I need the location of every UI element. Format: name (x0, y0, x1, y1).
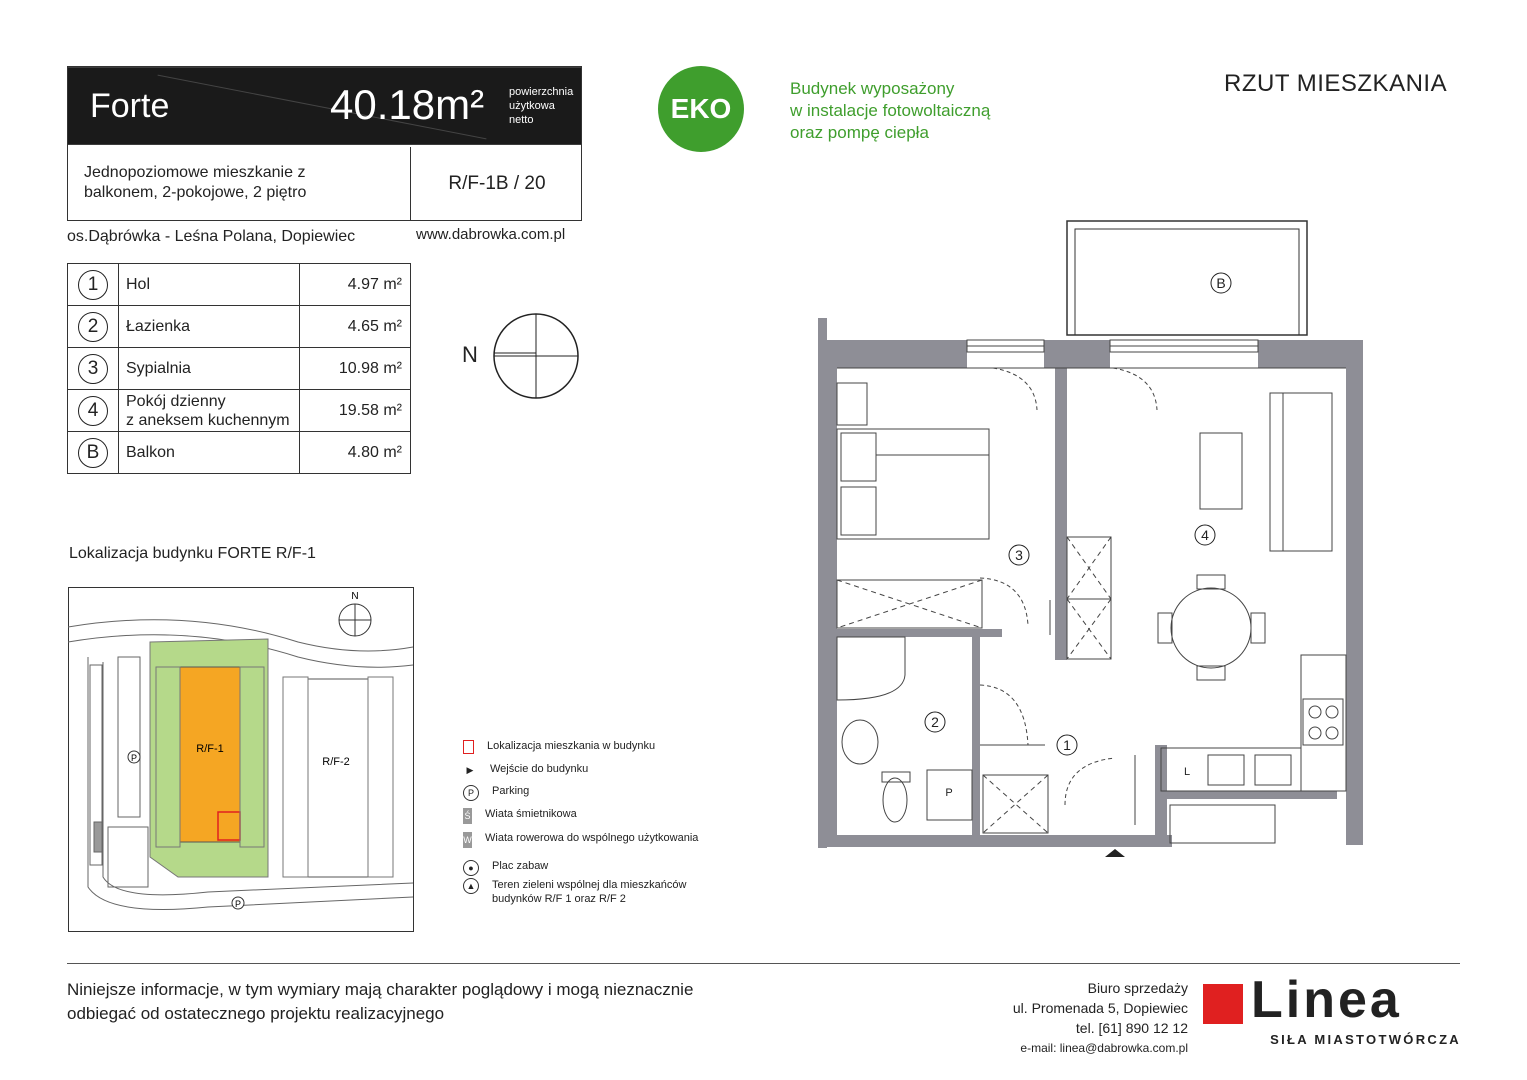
shared-green-icon: ▲ (463, 878, 479, 894)
area-note-line: powierzchnia (509, 86, 574, 98)
table-row (68, 390, 411, 432)
apartment-area: 40.18m² (330, 81, 485, 128)
room-name-line: Pokój dzienny (126, 392, 226, 410)
waste-shelter-icon: Ś (463, 808, 472, 824)
legend-label: Wejście do budynku (490, 763, 589, 775)
building-rf1-label: R/F-1 (196, 743, 224, 755)
legend-label (492, 878, 686, 906)
sales-office (980, 978, 1188, 1058)
room-number: 2 (78, 312, 108, 342)
plan-label-room-4: 4 (1201, 527, 1209, 543)
room-area: 4.65 m² (300, 306, 411, 348)
bike-shelter-icon: W (463, 832, 472, 848)
table-row (68, 432, 411, 474)
legend-label-line: budynków R/F 1 oraz R/F 2 (492, 893, 626, 905)
apartment-code: R/F-1B / 20 (410, 147, 583, 221)
entrance-icon: ▶ (466, 764, 474, 775)
plan-label-shower-tray: P (945, 787, 953, 799)
eko-line: Budynek wyposażony (790, 79, 955, 98)
playground-icon: ● (463, 860, 479, 876)
logo-tagline: SIŁA MIASTOTWÓRCZA (1270, 1032, 1461, 1047)
room-number: 3 (78, 354, 108, 384)
site-map (68, 587, 414, 932)
parking-symbol: P (130, 753, 138, 763)
building-rf2-label: R/F-2 (322, 756, 350, 768)
site-legend (463, 740, 723, 910)
site-map-title: Lokalizacja budynku FORTE R/F-1 (69, 545, 316, 562)
disclaimer-line: odbiegać od ostatecznego projektu realizacyjnego (67, 1004, 445, 1023)
walls (818, 318, 1363, 848)
plan-label-room-3: 3 (1015, 547, 1023, 563)
eko-description (790, 78, 990, 144)
legend-label: Wiata śmietnikowa (485, 808, 577, 820)
sales-email[interactable]: e-mail: linea@dabrowka.com.pl (1020, 1041, 1188, 1055)
legend-label: Parking (492, 785, 530, 797)
description-line: balkonem, 2-pokojowe, 2 piętro (84, 184, 307, 201)
parking-icon: P (463, 785, 479, 801)
legend-item (463, 878, 686, 906)
legend-item (463, 832, 698, 848)
area-note-line: użytkowa (509, 100, 555, 112)
estate-location: os.Dąbrówka - Leśna Polana, Dopiewiec (67, 228, 356, 245)
eko-badge: EKO (658, 66, 744, 152)
legend-label-line: Teren zieleni wspólnej dla mieszkańców (492, 879, 687, 891)
room-number: B (78, 438, 108, 468)
logo-red-square (1203, 984, 1243, 1024)
legend-item (463, 763, 588, 777)
legend-label: Plac zabaw (492, 860, 549, 872)
sales-line: Biuro sprzedaży (1087, 980, 1188, 996)
room-number: 1 (78, 270, 108, 300)
table-row (68, 306, 411, 348)
balcony-inner (1075, 229, 1299, 335)
room-area: 10.98 m² (300, 348, 411, 390)
website-link[interactable]: www.dabrowka.com.pl (416, 226, 566, 243)
plan-label-room-2: 2 (931, 714, 939, 730)
room-name (119, 390, 300, 432)
room-name: Sypialnia (119, 348, 300, 390)
room-name: Hol (119, 264, 300, 306)
linea-logo (1203, 971, 1461, 1050)
apartment-description (84, 163, 306, 203)
room-area: 19.58 m² (300, 390, 411, 432)
apartment-name: Forte (90, 87, 170, 125)
room-name: Balkon (119, 432, 300, 474)
site-north-label: N (351, 591, 359, 602)
room-name-line: z aneksem kuchennym (126, 411, 290, 429)
area-note-line: netto (509, 114, 534, 126)
compass-north-label: N (462, 342, 478, 367)
apartment-location-icon (463, 740, 474, 754)
room-number: 4 (78, 396, 108, 426)
building-rf2 (308, 679, 368, 877)
table-row (68, 348, 411, 390)
apartment-header (67, 66, 582, 221)
description-line: Jednopoziomowe mieszkanie z (84, 164, 306, 181)
legend-item (463, 808, 577, 824)
floor-plan (815, 215, 1365, 870)
logo-wordmark: Linea (1251, 971, 1402, 1029)
area-note (509, 85, 573, 127)
legend-item (463, 740, 655, 754)
sales-line: ul. Promenada 5, Dopiewiec (1012, 1000, 1188, 1016)
disclaimer-line: Niniejsze informacje, w tym wymiary mają charakter poglądowy i mogą nieznacznie (67, 980, 694, 999)
eko-line: w instalacje fotowoltaiczną (790, 101, 991, 120)
footer-divider (67, 963, 1460, 964)
legend-label: Wiata rowerowa do wspólnego użytkowania (485, 832, 699, 844)
balcony-outline (1067, 221, 1307, 335)
sales-line: tel. [61] 890 12 12 (1075, 1020, 1188, 1036)
room-area: 4.80 m² (300, 432, 411, 474)
plan-entrance-icon (1105, 849, 1125, 857)
plan-label-room-1: 1 (1063, 737, 1071, 753)
disclaimer (67, 978, 693, 1026)
legend-item (463, 860, 548, 876)
rooms-table (67, 263, 411, 474)
legend-label: Lokalizacja mieszkania w budynku (487, 740, 656, 752)
plan-label-washer: L (1183, 766, 1191, 778)
legend-item (463, 785, 529, 801)
room-area: 4.97 m² (300, 264, 411, 306)
plan-label-balcony: B (1216, 275, 1226, 291)
table-row (68, 264, 411, 306)
room-name: Łazienka (119, 306, 300, 348)
compass-icon (490, 310, 582, 402)
plan-title: RZUT MIESZKANIA (1224, 70, 1448, 97)
eko-line: oraz pompę ciepła (790, 123, 929, 142)
parking-symbol: P (234, 899, 242, 909)
